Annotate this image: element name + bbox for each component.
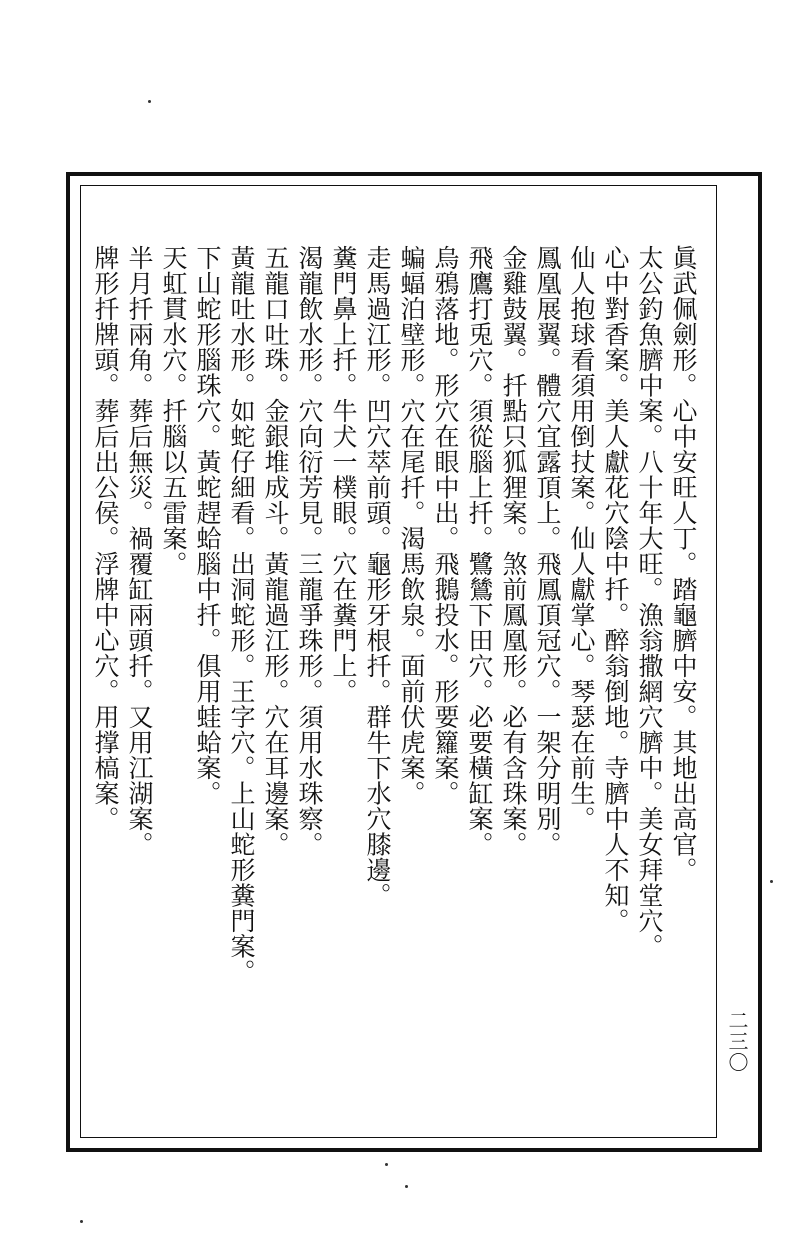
text-column-10: 走馬過江形。凹穴萃前頭。龜形牙根扦。群牛下水穴膝邊。 — [363, 245, 392, 908]
text-column-6: 金雞鼓翼。扦點只狐狸案。煞前鳳凰形。必有含珠案。 — [499, 245, 528, 857]
scan-speck — [405, 1185, 408, 1188]
text-column-12: 渴龍飲水形。穴向衍芳見。三龍爭珠形。須用水珠察。 — [295, 245, 324, 857]
text-column-15: 下山蛇形腦珠穴。黃蛇趕蛤腦中扦。俱用蛙蛤案。 — [193, 245, 222, 806]
text-column-2: 太公釣魚臍中案。八十年大旺。漁翁撒網穴臍中。美女拜堂穴。 — [635, 245, 664, 959]
text-column-8: 烏鴉落地。形穴在眼中出。飛鵝投水。形要籮案。 — [431, 245, 460, 806]
scan-speck — [770, 880, 773, 883]
text-column-5: 鳳凰展翼。體穴宜露頂上。飛鳳頂冠穴。一架分明別。 — [533, 245, 562, 857]
text-column-9: 蝙蝠泊壁形。穴在尾扦。渴馬飲泉。面前伏虎案。 — [397, 245, 426, 806]
text-column-3: 心中對香案。美人獻花穴陰中扦。醉翁倒地。寺臍中人不知。 — [601, 245, 630, 934]
scan-speck — [148, 100, 151, 103]
scan-speck — [385, 1163, 388, 1166]
text-body — [90, 245, 700, 1065]
text-column-4: 仙人抱球看須用倒扙案。仙人獻掌心。琴瑟在前生。 — [567, 245, 596, 832]
text-column-14: 黃龍吐水形。如蛇仔細看。出洞蛇形。王字穴。上山蛇形糞門案。 — [227, 245, 256, 985]
scan-speck — [80, 1220, 83, 1223]
page-number: 二三〇 — [725, 1010, 749, 1073]
text-column-1: 眞武佩劍形。心中安旺人丁。踏龜臍中安。其地出高官。 — [669, 245, 698, 883]
text-column-11: 糞門鼻上扦。牛犬一樸眼。穴在糞門上。 — [329, 245, 358, 704]
text-column-16: 天虹貫水穴。扦腦以五雷案。 — [159, 245, 188, 577]
text-column-18: 牌形扦牌頭。葬后出公侯。浮牌中心穴。用撑槁案。 — [91, 245, 120, 832]
text-column-7: 飛鷹打兎穴。須從腦上扦。鷺鷥下田穴。必要橫缸案。 — [465, 245, 494, 857]
text-column-17: 半月扦兩角。葬后無災。禍覆缸兩頭扦。又用江湖案。 — [125, 245, 154, 857]
text-column-13: 五龍口吐珠。金銀堆成斗。黃龍過江形。穴在耳邊案。 — [261, 245, 290, 857]
